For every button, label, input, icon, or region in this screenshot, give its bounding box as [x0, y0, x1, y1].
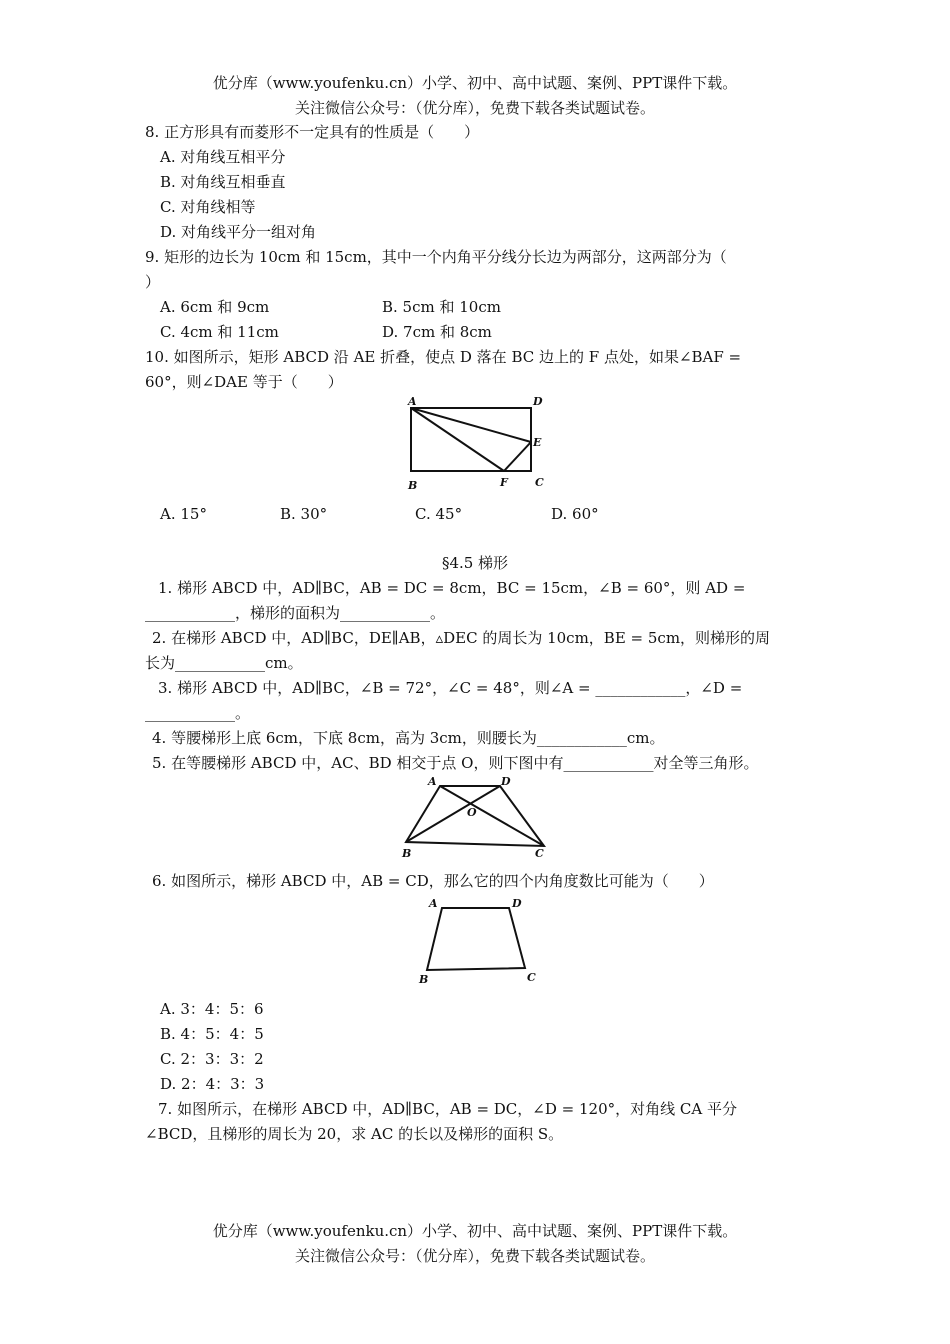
q10-option-b: B. 30°	[280, 505, 328, 523]
q10-stem-line-1: 10. 如图所示，矩形 ABCD 沿 AE 折叠，使点 D 落在 BC 边上的 F 点处，如果∠BAF =	[145, 348, 742, 366]
q10-option-c: C. 45°	[415, 505, 463, 523]
s-q6-stem: 6. 如图所示，梯形 ABCD 中，AB = CD，那么它的四个内角度数比可能为（ ）	[152, 872, 714, 890]
q9-option-c: C. 4cm 和 11cm	[160, 323, 279, 341]
label-c: C	[535, 847, 544, 860]
label-c: C	[535, 476, 544, 489]
q6-trapezoid-figure	[415, 894, 547, 986]
s-q3-line-2: ____________。	[145, 704, 251, 722]
q8-option-d: D. 对角线平分一组对角	[160, 223, 317, 241]
fold-line-ae	[411, 408, 531, 442]
q8-option-c: C. 对角线相等	[160, 198, 256, 216]
label-b: B	[402, 847, 412, 860]
s-q6-option-c: C. 2：3：3：2	[160, 1050, 264, 1068]
label-e: E	[533, 436, 542, 449]
s-q6-option-a: A. 3：4：5：6	[160, 1000, 264, 1018]
q10-option-d: D. 60°	[551, 505, 599, 523]
label-d: D	[501, 775, 511, 788]
q9-option-b: B. 5cm 和 10cm	[382, 298, 501, 316]
s-q3-line-1: 3. 梯形 ABCD 中，AD∥BC，∠B = 72°，∠C = 48°，则∠A = ____________，∠D =	[158, 679, 743, 697]
s-q2-line-2: 长为____________cm。	[145, 654, 303, 672]
s-q1-line-1: 1. 梯形 ABCD 中，AD∥BC，AB = DC = 8cm，BC = 15cm，∠B = 60°，则 AD =	[158, 579, 746, 597]
q8-option-b: B. 对角线互相垂直	[160, 173, 286, 191]
s-q7-line-1: 7. 如图所示，在梯形 ABCD 中，AD∥BC，AB = DC，∠D = 120°，对角线 CA 平分	[158, 1100, 737, 1118]
label-d: D	[512, 897, 522, 910]
q8-stem: 8. 正方形具有而菱形不一定具有的性质是（ ）	[145, 123, 480, 141]
label-f: F	[500, 476, 508, 489]
label-b: B	[408, 479, 418, 492]
section-title: §4.5 梯形	[441, 554, 509, 572]
q9-option-a: A. 6cm 和 9cm	[160, 298, 270, 316]
label-a: A	[408, 395, 417, 408]
header-line-1: 优分库（www.youfenku.cn）小学、初中、高中试题、案例、PPT课件下载。	[212, 74, 738, 92]
label-o: O	[467, 806, 477, 819]
q10-stem-line-2: 60°，则∠DAE 等于（ ）	[145, 373, 343, 391]
q9-stem-line-2: ）	[145, 273, 161, 291]
trapezoid-abcd	[427, 908, 525, 970]
label-b: B	[419, 973, 429, 986]
q8-option-a: A. 对角线互相平分	[160, 148, 286, 166]
footer-line-2: 关注微信公众号：（优分库），免费下载各类试题试卷。	[294, 1247, 655, 1265]
segment-fe	[504, 442, 531, 471]
q9-option-d: D. 7cm 和 8cm	[382, 323, 492, 341]
s-q6-option-d: D. 2：4：3：3	[160, 1075, 265, 1093]
q5-trapezoid-figure	[398, 772, 550, 860]
s-q4: 4. 等腰梯形上底 6cm，下底 8cm，高为 3cm，则腰长为____________cm。	[152, 729, 665, 747]
segment-af	[411, 408, 504, 471]
s-q2-line-1: 2. 在梯形 ABCD 中，AD∥BC，DE∥AB，▵DEC 的周长为 10cm，BE = 5cm，则梯形的周	[152, 629, 771, 647]
header-line-2: 关注微信公众号：（优分库），免费下载各类试题试卷。	[294, 99, 655, 117]
s-q5: 5. 在等腰梯形 ABCD 中，AC、BD 相交于点 O，则下图中有____________对全等三角形。	[152, 754, 759, 772]
s-q7-line-2: ∠BCD，且梯形的周长为 20，求 AC 的长以及梯形的面积 S。	[145, 1125, 564, 1143]
diagonal-ac	[440, 786, 544, 846]
footer-line-1: 优分库（www.youfenku.cn）小学、初中、高中试题、案例、PPT课件下载。	[212, 1222, 738, 1240]
q10-rectangle-figure	[400, 392, 560, 492]
label-d: D	[533, 395, 543, 408]
label-c: C	[527, 971, 536, 984]
q10-option-a: A. 15°	[160, 505, 207, 523]
label-a: A	[429, 897, 438, 910]
label-a: A	[428, 775, 437, 788]
s-q1-line-2: ____________，梯形的面积为____________。	[145, 604, 446, 622]
q9-stem-line-1: 9. 矩形的边长为 10cm 和 15cm，其中一个内角平分线分长边为两部分，这两部分为（	[145, 248, 727, 266]
s-q6-option-b: B. 4：5：4：5	[160, 1025, 264, 1043]
